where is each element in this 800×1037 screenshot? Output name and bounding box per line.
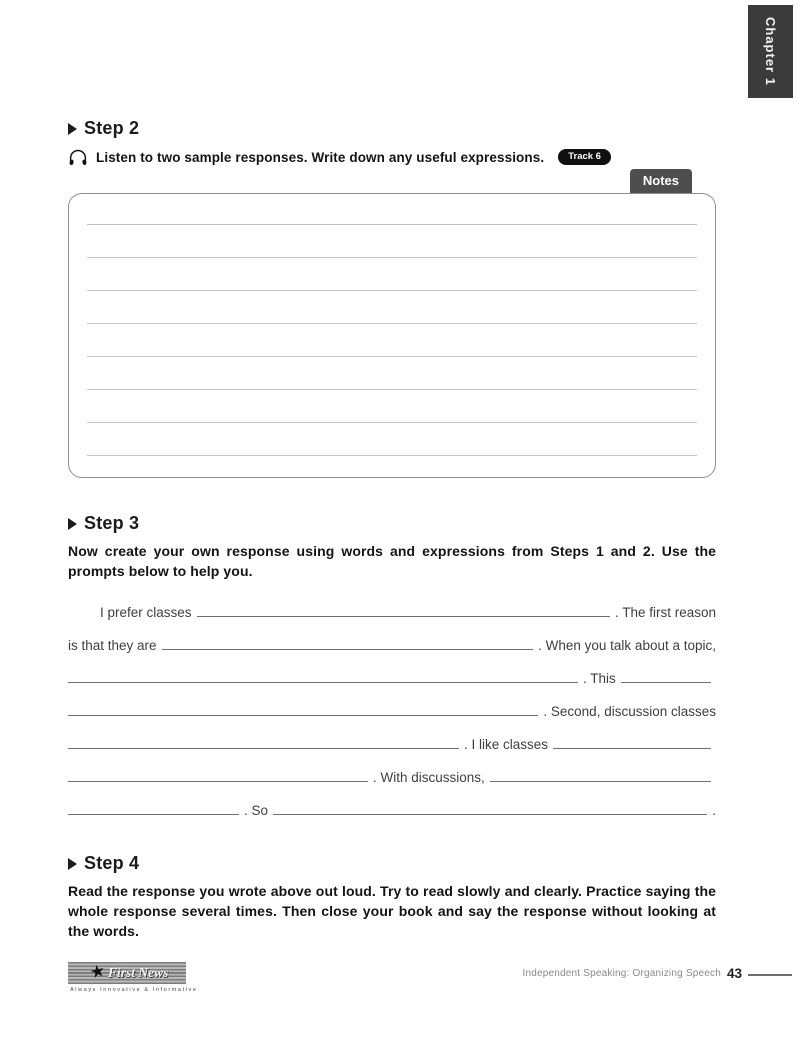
prompt-text: is that they are <box>68 638 157 654</box>
prompt-row-7 <box>68 786 716 819</box>
step3-heading <box>68 513 716 534</box>
fill-blank <box>490 781 711 782</box>
prompt-row-2 <box>68 621 716 654</box>
prompt-text: . So <box>244 803 269 819</box>
prompt-text: . This <box>583 671 616 687</box>
track-badge: Track 6 <box>558 149 611 165</box>
step4-instruction: Read the response you wrote above out loud. Try to read slowly and clearly. Practice saying the whole response several times. Then close your book and say the response without looking at the words. <box>68 883 716 939</box>
footer-page-number: 43 <box>726 966 742 981</box>
prompt-lines <box>68 588 716 819</box>
fill-blank <box>162 649 534 650</box>
fill-blank <box>68 814 239 815</box>
notes-tab: Notes <box>630 169 692 193</box>
prompt-text: . <box>712 803 716 819</box>
note-line <box>87 323 697 356</box>
fill-blank <box>197 616 610 617</box>
prompt-text: . The first reason <box>614 605 716 621</box>
step4-section <box>68 853 716 942</box>
prompt-row-5 <box>68 720 716 753</box>
prompt-text: . I like classes <box>464 737 549 753</box>
fill-blank <box>68 682 578 683</box>
star-icon: ★ <box>88 960 108 984</box>
triangle-bullet-icon <box>68 518 77 530</box>
logo-tagline: Always Innovative & Informative <box>70 987 198 993</box>
note-line <box>87 290 697 323</box>
note-line <box>87 455 697 488</box>
step3-instruction: Now create your own response using words and expressions from Steps 1 and 2. Use the prompts below to help you. <box>68 543 716 579</box>
note-line <box>87 389 697 422</box>
publisher-logo <box>68 960 198 993</box>
step2-instruction-row <box>68 148 716 166</box>
headphones-icon <box>68 148 88 166</box>
fill-blank <box>553 748 711 749</box>
prompt-row-6 <box>68 753 716 786</box>
logo-title: First News <box>108 965 169 980</box>
prompt-row-3 <box>68 654 716 687</box>
step4-heading <box>68 853 716 874</box>
footer-section-label: Independent Speaking: Organizing Speech <box>522 968 721 979</box>
prompt-text: . With discussions, <box>373 770 485 786</box>
fill-blank <box>68 715 538 716</box>
step2-heading <box>68 118 716 139</box>
fill-blank <box>273 814 707 815</box>
footer-rule <box>748 974 792 976</box>
note-line <box>87 257 697 290</box>
step4-title: Step 4 <box>84 853 140 873</box>
step3-title: Step 3 <box>84 513 140 533</box>
fill-blank <box>621 682 711 683</box>
prompt-text: . When you talk about a topic, <box>538 638 716 654</box>
notes-lines <box>87 224 697 488</box>
logo-banner <box>68 962 186 984</box>
note-line <box>87 422 697 455</box>
step2-title: Step 2 <box>84 118 140 138</box>
step2-section <box>68 118 716 478</box>
step2-instruction: Listen to two sample responses. Write down any useful expressions. <box>96 149 545 165</box>
note-line <box>87 356 697 389</box>
prompt-text: I prefer classes <box>100 605 192 621</box>
notes-box <box>68 193 716 478</box>
prompt-row-1 <box>68 588 716 621</box>
notes-tab-row <box>68 169 716 193</box>
prompt-row-4 <box>68 687 716 720</box>
prompt-text: . Second, discussion classes <box>543 704 716 720</box>
triangle-bullet-icon <box>68 858 77 870</box>
fill-blank <box>68 748 459 749</box>
fill-blank <box>68 781 368 782</box>
triangle-bullet-icon <box>68 123 77 135</box>
step3-section <box>68 513 716 819</box>
chapter-tab: Chapter 1 <box>748 5 793 98</box>
footer-right <box>522 966 792 981</box>
note-line <box>87 224 697 257</box>
